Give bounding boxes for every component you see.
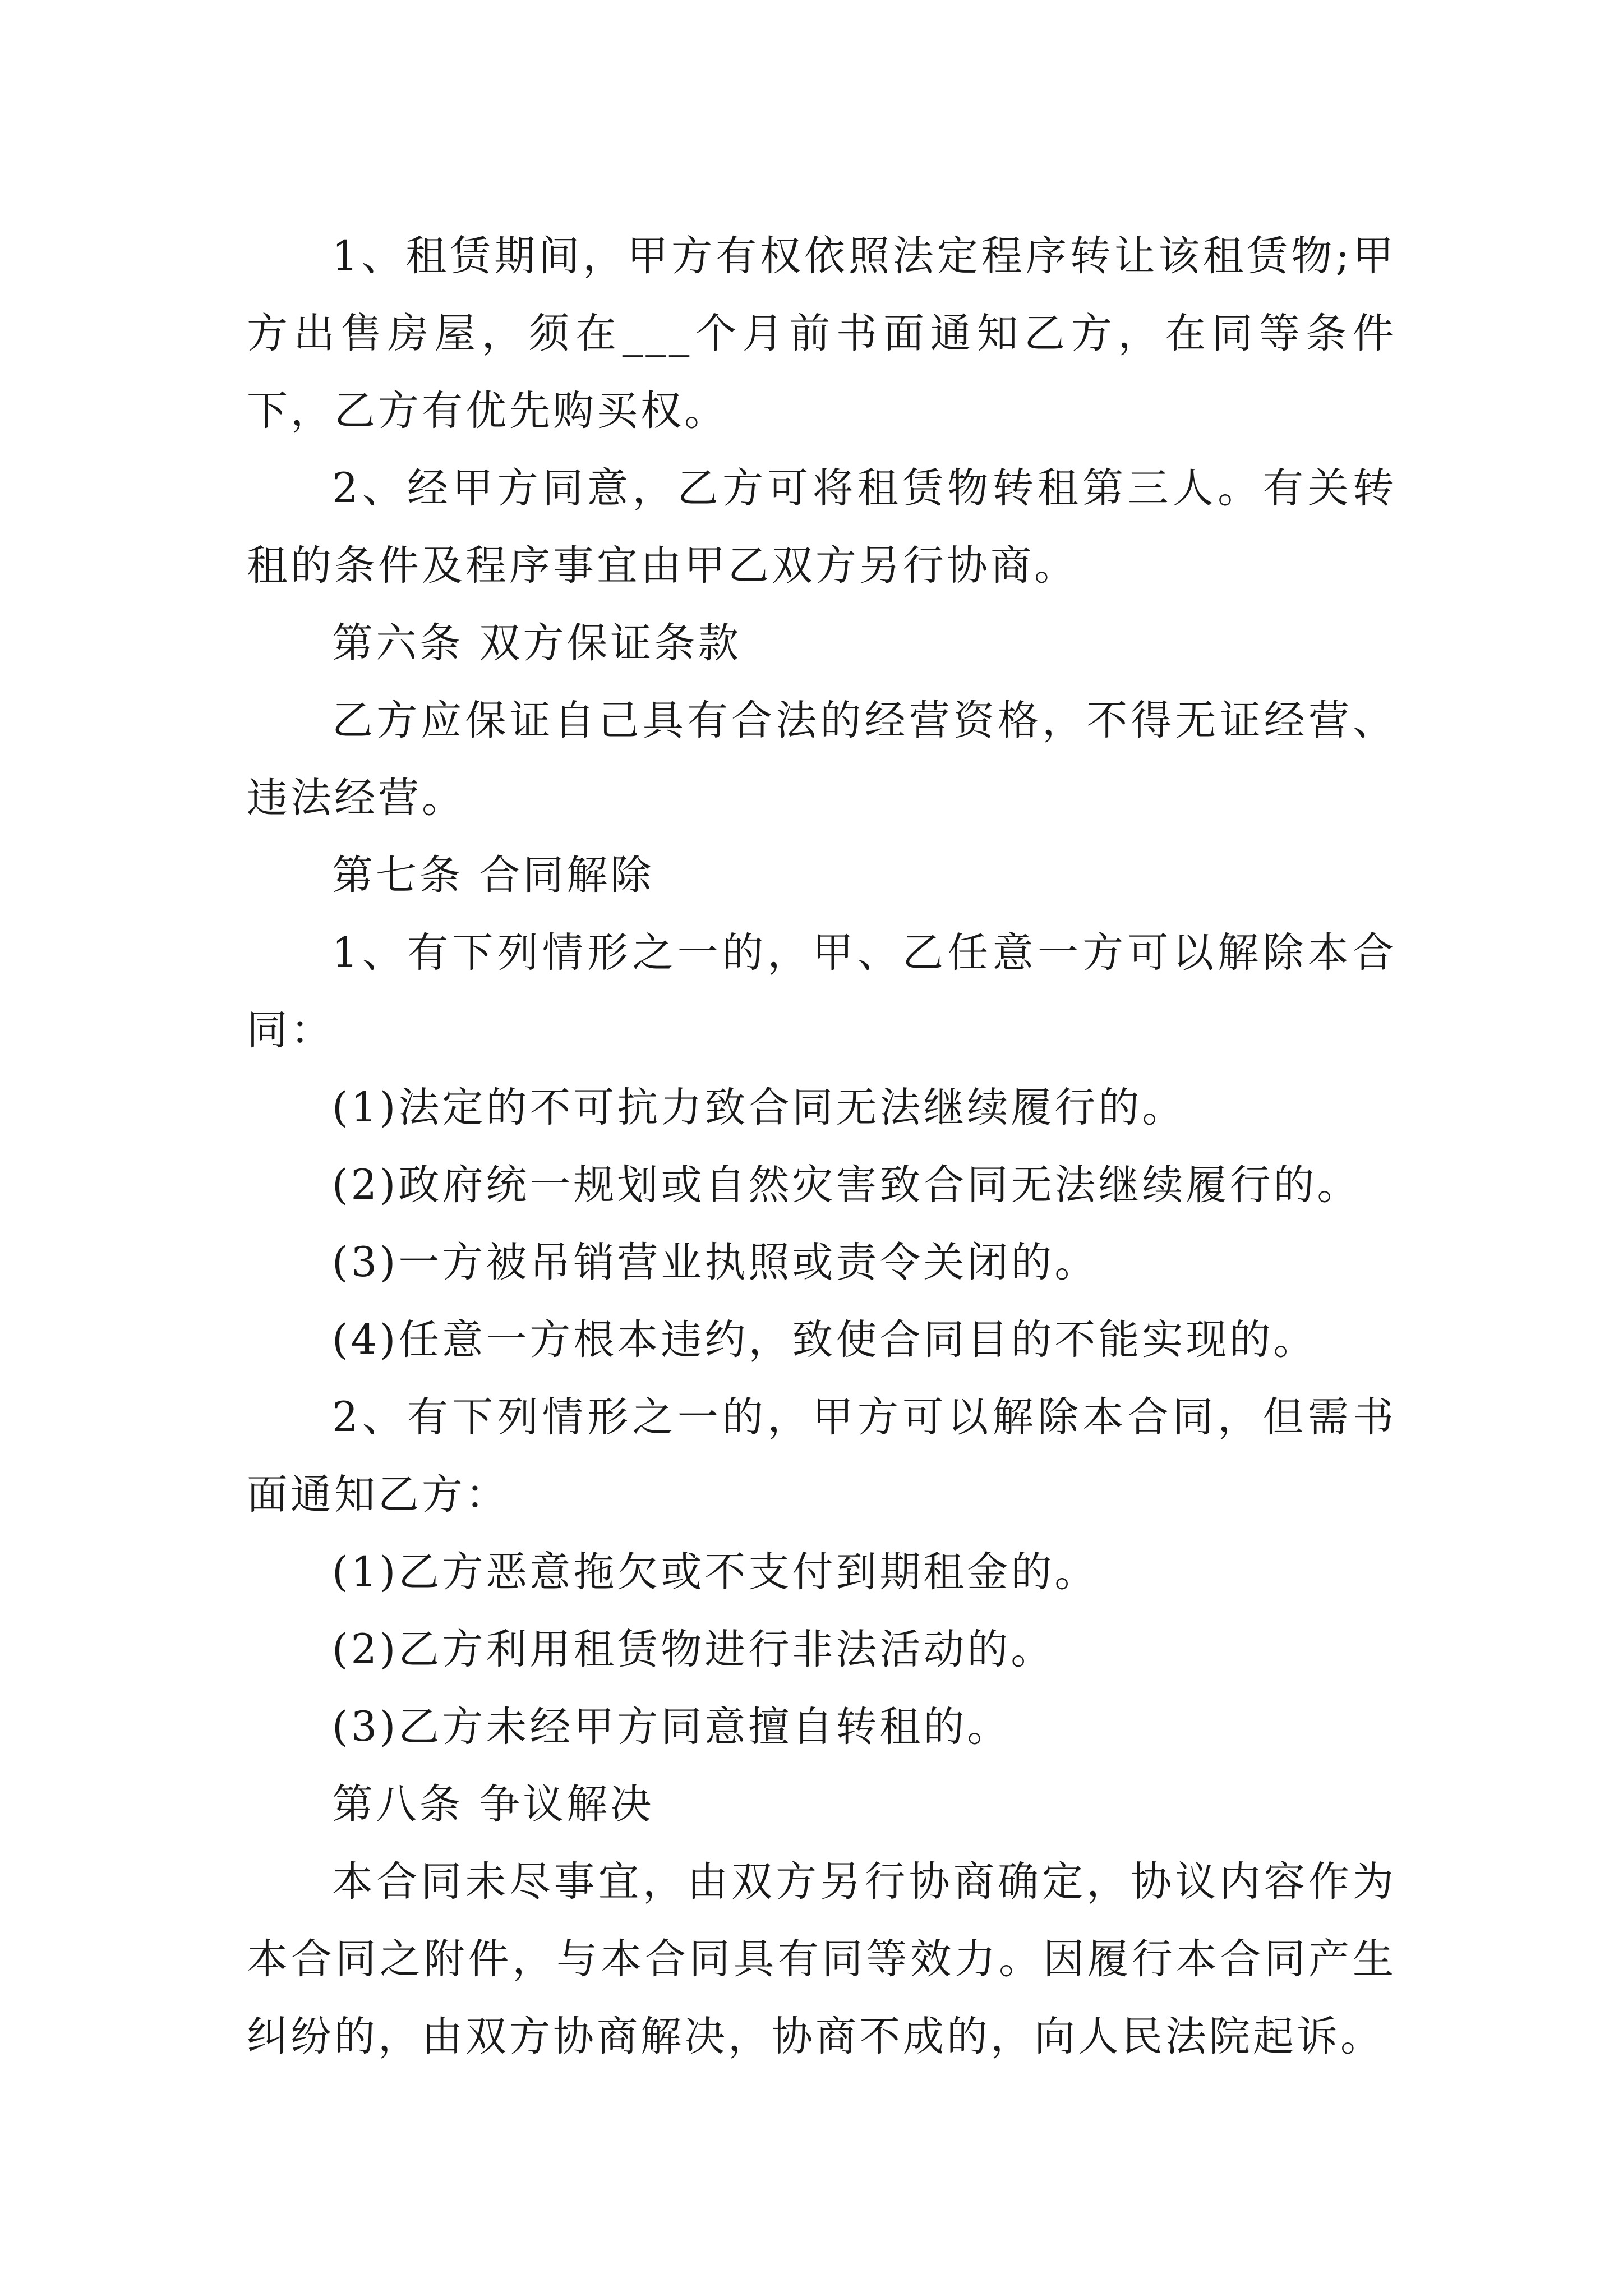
list-item: (2)乙方利用租赁物进行非法活动的。 bbox=[332, 1626, 1055, 1673]
list-item: (2)政府统一规划或自然灾害致合同无法继续履行的。 bbox=[332, 1161, 1361, 1209]
document-body bbox=[247, 218, 1396, 2076]
heading-article-6: 第六条 双方保证条款 bbox=[332, 619, 742, 667]
paragraph-dispute: 本合同未尽事宜，由双方另行协商确定，协议内容作为本合同之附件，与本合同具有同等效力。因履行本合同产生纠纷的，由双方协商解决，协商不成的，向人民法院起诉。 bbox=[247, 1858, 1396, 2060]
paragraph-termination-either: 1、有下列情形之一的，甲、乙任意一方可以解除本合同： bbox=[247, 929, 1396, 1054]
heading-article-8: 第八条 争议解决 bbox=[332, 1780, 654, 1828]
list-item: (1)法定的不可抗力致合同无法继续履行的。 bbox=[332, 1084, 1186, 1131]
paragraph-guarantee: 乙方应保证自己具有合法的经营资格，不得无证经营、违法经营。 bbox=[247, 697, 1396, 822]
list-item: (4)任意一方根本违约，致使合同目的不能实现的。 bbox=[332, 1316, 1317, 1364]
list-item: (3)乙方未经甲方同意擅自转租的。 bbox=[332, 1703, 1011, 1751]
paragraph-sublease: 2、经甲方同意，乙方可将租赁物转租第三人。有关转租的条件及程序事宜由甲乙双方另行协商。 bbox=[247, 464, 1396, 590]
list-item: (1)乙方恶意拖欠或不支付到期租金的。 bbox=[332, 1548, 1099, 1596]
list-item: (3)一方被吊销营业执照或责令关闭的。 bbox=[332, 1239, 1099, 1286]
paragraph-termination-party-a: 2、有下列情形之一的，甲方可以解除本合同，但需书面通知乙方： bbox=[247, 1393, 1396, 1519]
paragraph-transfer-right: 1、租赁期间，甲方有权依照法定程序转让该租赁物;甲方出售房屋，须在___个月前书面通知乙方，在同等条件下，乙方有优先购买权。 bbox=[247, 232, 1396, 435]
heading-article-7: 第七条 合同解除 bbox=[332, 852, 654, 899]
